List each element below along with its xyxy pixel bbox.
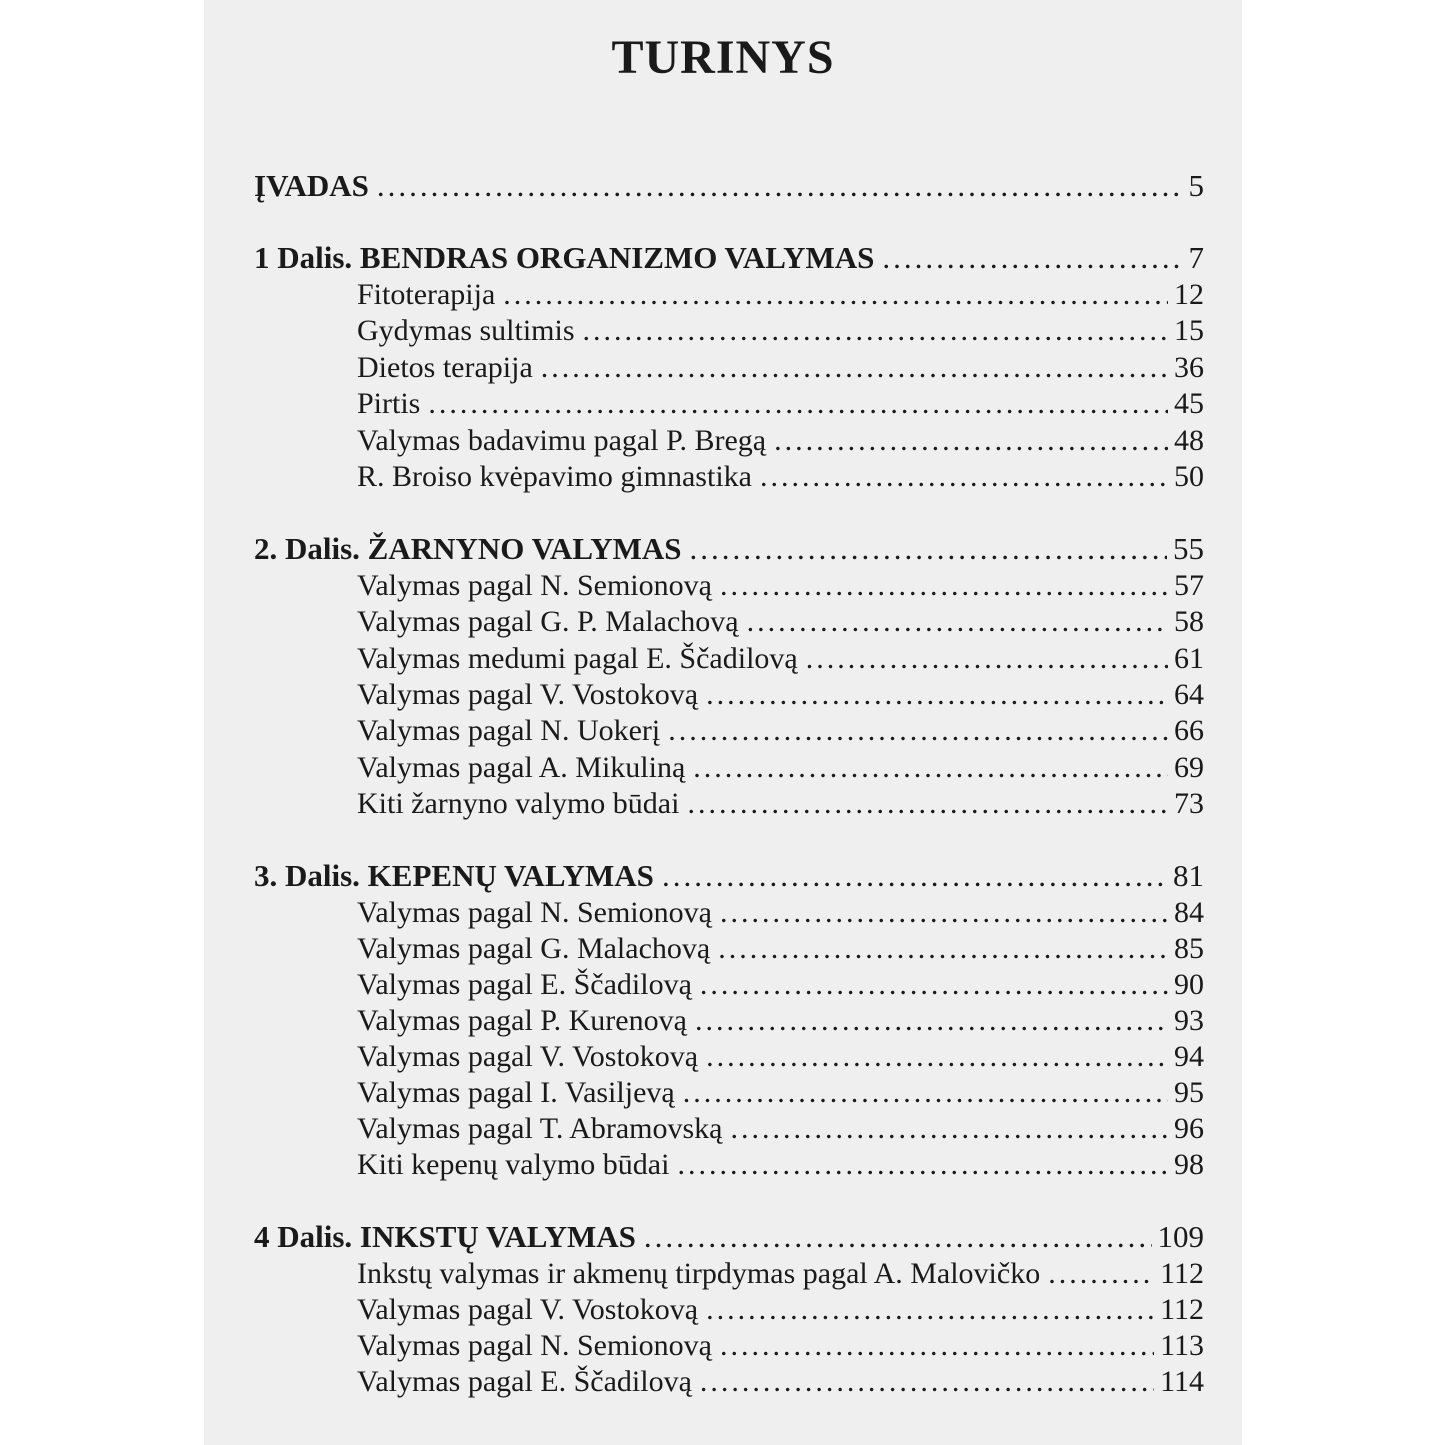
- toc-entry-row: [357, 967, 1204, 1003]
- dot-leader: [718, 931, 1168, 967]
- dot-leader: [668, 713, 1168, 749]
- toc-page-number: 5: [1188, 168, 1204, 203]
- toc-entry-row: [357, 1003, 1204, 1039]
- toc-page-number: 36: [1174, 351, 1204, 384]
- toc-entry-row: [357, 895, 1204, 931]
- toc-entry-row: [357, 423, 1204, 459]
- dot-leader: [882, 240, 1182, 276]
- toc-entry-label: Pirtis: [357, 387, 421, 420]
- toc-page-number: 85: [1174, 932, 1204, 965]
- toc-part-row: [254, 858, 1204, 894]
- dot-leader: [730, 1111, 1168, 1147]
- page-title: TURINYS: [611, 31, 835, 84]
- toc-part-row: [254, 1219, 1204, 1255]
- dot-leader: [706, 677, 1168, 713]
- toc-entry-label: Valymas pagal N. Semionovą: [357, 569, 712, 602]
- toc-page-number: 95: [1174, 1076, 1204, 1109]
- toc-entry-label: R. Broiso kvėpavimo gimnastika: [357, 460, 752, 493]
- toc-entry-row: [357, 1147, 1204, 1183]
- dot-leader: [1048, 1256, 1154, 1292]
- toc-entry-row: [357, 713, 1204, 749]
- dot-leader: [583, 313, 1168, 349]
- toc-page-number: 48: [1174, 424, 1204, 457]
- book-page: [204, 0, 1242, 1445]
- toc-entry-label: Valymas pagal P. Kurenovą: [357, 1004, 687, 1037]
- dot-leader: [662, 858, 1167, 894]
- dot-leader: [428, 386, 1168, 422]
- toc-part-row: [254, 240, 1204, 276]
- toc-page-number: 58: [1174, 605, 1204, 638]
- toc-entry-row: [357, 1111, 1204, 1147]
- dot-leader: [806, 641, 1168, 677]
- toc-entry-row: [357, 568, 1204, 604]
- toc-entry-label: 4 Dalis. INKSTŲ VALYMAS: [254, 1219, 636, 1254]
- toc-page-number: 112: [1160, 1257, 1204, 1290]
- toc-entry-label: Valymas pagal G. P. Malachovą: [357, 605, 739, 638]
- toc-page-number: 12: [1174, 278, 1204, 311]
- toc-entry-label: Valymas pagal E. Ščadilovą: [357, 1365, 692, 1398]
- dot-leader: [541, 350, 1168, 386]
- toc-part-row: [254, 168, 1204, 204]
- toc-page-number: 66: [1174, 714, 1204, 747]
- toc-page-number: 96: [1174, 1112, 1204, 1145]
- dot-leader: [720, 1328, 1154, 1364]
- toc-page-number: 69: [1174, 751, 1204, 784]
- toc-entry-row: [357, 1256, 1204, 1292]
- toc-entry-label: Valymas pagal I. Vasiljevą: [357, 1076, 675, 1109]
- toc-entry-row: [357, 1075, 1204, 1111]
- toc-page-number: 7: [1188, 240, 1204, 275]
- toc-page-number: 15: [1174, 314, 1204, 347]
- toc-entry-label: Gydymas sultimis: [357, 314, 575, 347]
- dot-leader: [683, 1075, 1168, 1111]
- dot-leader: [677, 1147, 1168, 1183]
- dot-leader: [747, 604, 1168, 640]
- toc-entry-row: [357, 277, 1204, 313]
- toc-entry-row: [357, 1039, 1204, 1075]
- toc-page-number: 64: [1174, 678, 1204, 711]
- toc-entry-label: Valymas pagal V. Vostokovą: [357, 678, 699, 711]
- toc-entry-label: Kiti žarnyno valymo būdai: [357, 787, 680, 820]
- toc-entry-row: [357, 750, 1204, 786]
- toc-page-number: 55: [1173, 531, 1204, 566]
- toc-page-number: 94: [1174, 1040, 1204, 1073]
- toc-entry-label: ĮVADAS: [254, 168, 369, 203]
- toc-entry-label: Inkstų valymas ir akmenų tirpdymas pagal A. Malovičko: [357, 1257, 1041, 1290]
- toc-entry-label: Valymas pagal N. Semionovą: [357, 1329, 712, 1362]
- toc-entry-label: Valymas badavimu pagal P. Bregą: [357, 424, 767, 457]
- toc-entry-row: [357, 1292, 1204, 1328]
- toc-entry-row: [357, 350, 1204, 386]
- dot-leader: [720, 568, 1168, 604]
- toc-entry-label: Valymas pagal V. Vostokovą: [357, 1293, 699, 1326]
- toc-page-number: 50: [1174, 460, 1204, 493]
- toc-page-number: 109: [1157, 1219, 1204, 1254]
- toc-entry-label: Valymas pagal N. Semionovą: [357, 896, 712, 929]
- toc-entry-row: [357, 641, 1204, 677]
- toc-page-number: 114: [1160, 1365, 1204, 1398]
- toc-entry-label: Valymas pagal V. Vostokovą: [357, 1040, 699, 1073]
- toc-entry-row: [357, 786, 1204, 822]
- toc-part-row: [254, 531, 1204, 567]
- toc-page-number: 61: [1174, 642, 1204, 675]
- toc-entry-label: Dietos terapija: [357, 351, 533, 384]
- toc-page-number: 45: [1174, 387, 1204, 420]
- toc-page-number: 73: [1174, 787, 1204, 820]
- dot-leader: [706, 1039, 1168, 1075]
- toc-entry-label: 2. Dalis. ŽARNYNO VALYMAS: [254, 531, 682, 566]
- dot-leader: [503, 277, 1168, 313]
- toc-page-number: 81: [1173, 858, 1204, 893]
- toc-entry-row: [357, 313, 1204, 349]
- toc-entry-row: [357, 386, 1204, 422]
- toc-entry-label: 1 Dalis. BENDRAS ORGANIZMO VALYMAS: [254, 240, 875, 275]
- dot-leader: [720, 895, 1168, 931]
- toc-entry-label: Valymas pagal T. Abramovską: [357, 1112, 723, 1145]
- toc-page-number: 98: [1174, 1148, 1204, 1181]
- dot-leader: [644, 1219, 1152, 1255]
- toc-page-number: 57: [1174, 569, 1204, 602]
- toc-entry-row: [357, 604, 1204, 640]
- toc-entry-label: 3. Dalis. KEPENŲ VALYMAS: [254, 858, 654, 893]
- toc-entry-row: [357, 459, 1204, 495]
- dot-leader: [695, 1003, 1168, 1039]
- toc-entry-label: Valymas medumi pagal E. Ščadilovą: [357, 642, 798, 675]
- dot-leader: [377, 168, 1183, 204]
- dot-leader: [700, 1364, 1154, 1400]
- dot-leader: [706, 1292, 1154, 1328]
- toc-page-number: 113: [1160, 1329, 1204, 1362]
- toc-entry-row: [357, 677, 1204, 713]
- toc-entry-label: Kiti kepenų valymo būdai: [357, 1148, 670, 1181]
- toc-entry-label: Valymas pagal E. Ščadilovą: [357, 968, 692, 1001]
- toc-entry-label: Fitoterapija: [357, 278, 496, 311]
- toc-page-number: 112: [1160, 1293, 1204, 1326]
- toc-entry-label: Valymas pagal N. Uokerį: [357, 714, 661, 747]
- toc-entry-row: [357, 1328, 1204, 1364]
- dot-leader: [693, 750, 1168, 786]
- dot-leader: [774, 423, 1168, 459]
- dot-leader: [687, 786, 1168, 822]
- toc-page-number: 84: [1174, 896, 1204, 929]
- toc-entry-row: [357, 1364, 1204, 1400]
- toc-page-number: 93: [1174, 1004, 1204, 1037]
- toc-entry-label: Valymas pagal G. Malachovą: [357, 932, 711, 965]
- toc-entry-row: [357, 931, 1204, 967]
- toc-entry-label: Valymas pagal A. Mikuliną: [357, 751, 686, 784]
- dot-leader: [760, 459, 1168, 495]
- toc-page-number: 90: [1174, 968, 1204, 1001]
- dot-leader: [689, 531, 1167, 567]
- dot-leader: [700, 967, 1168, 1003]
